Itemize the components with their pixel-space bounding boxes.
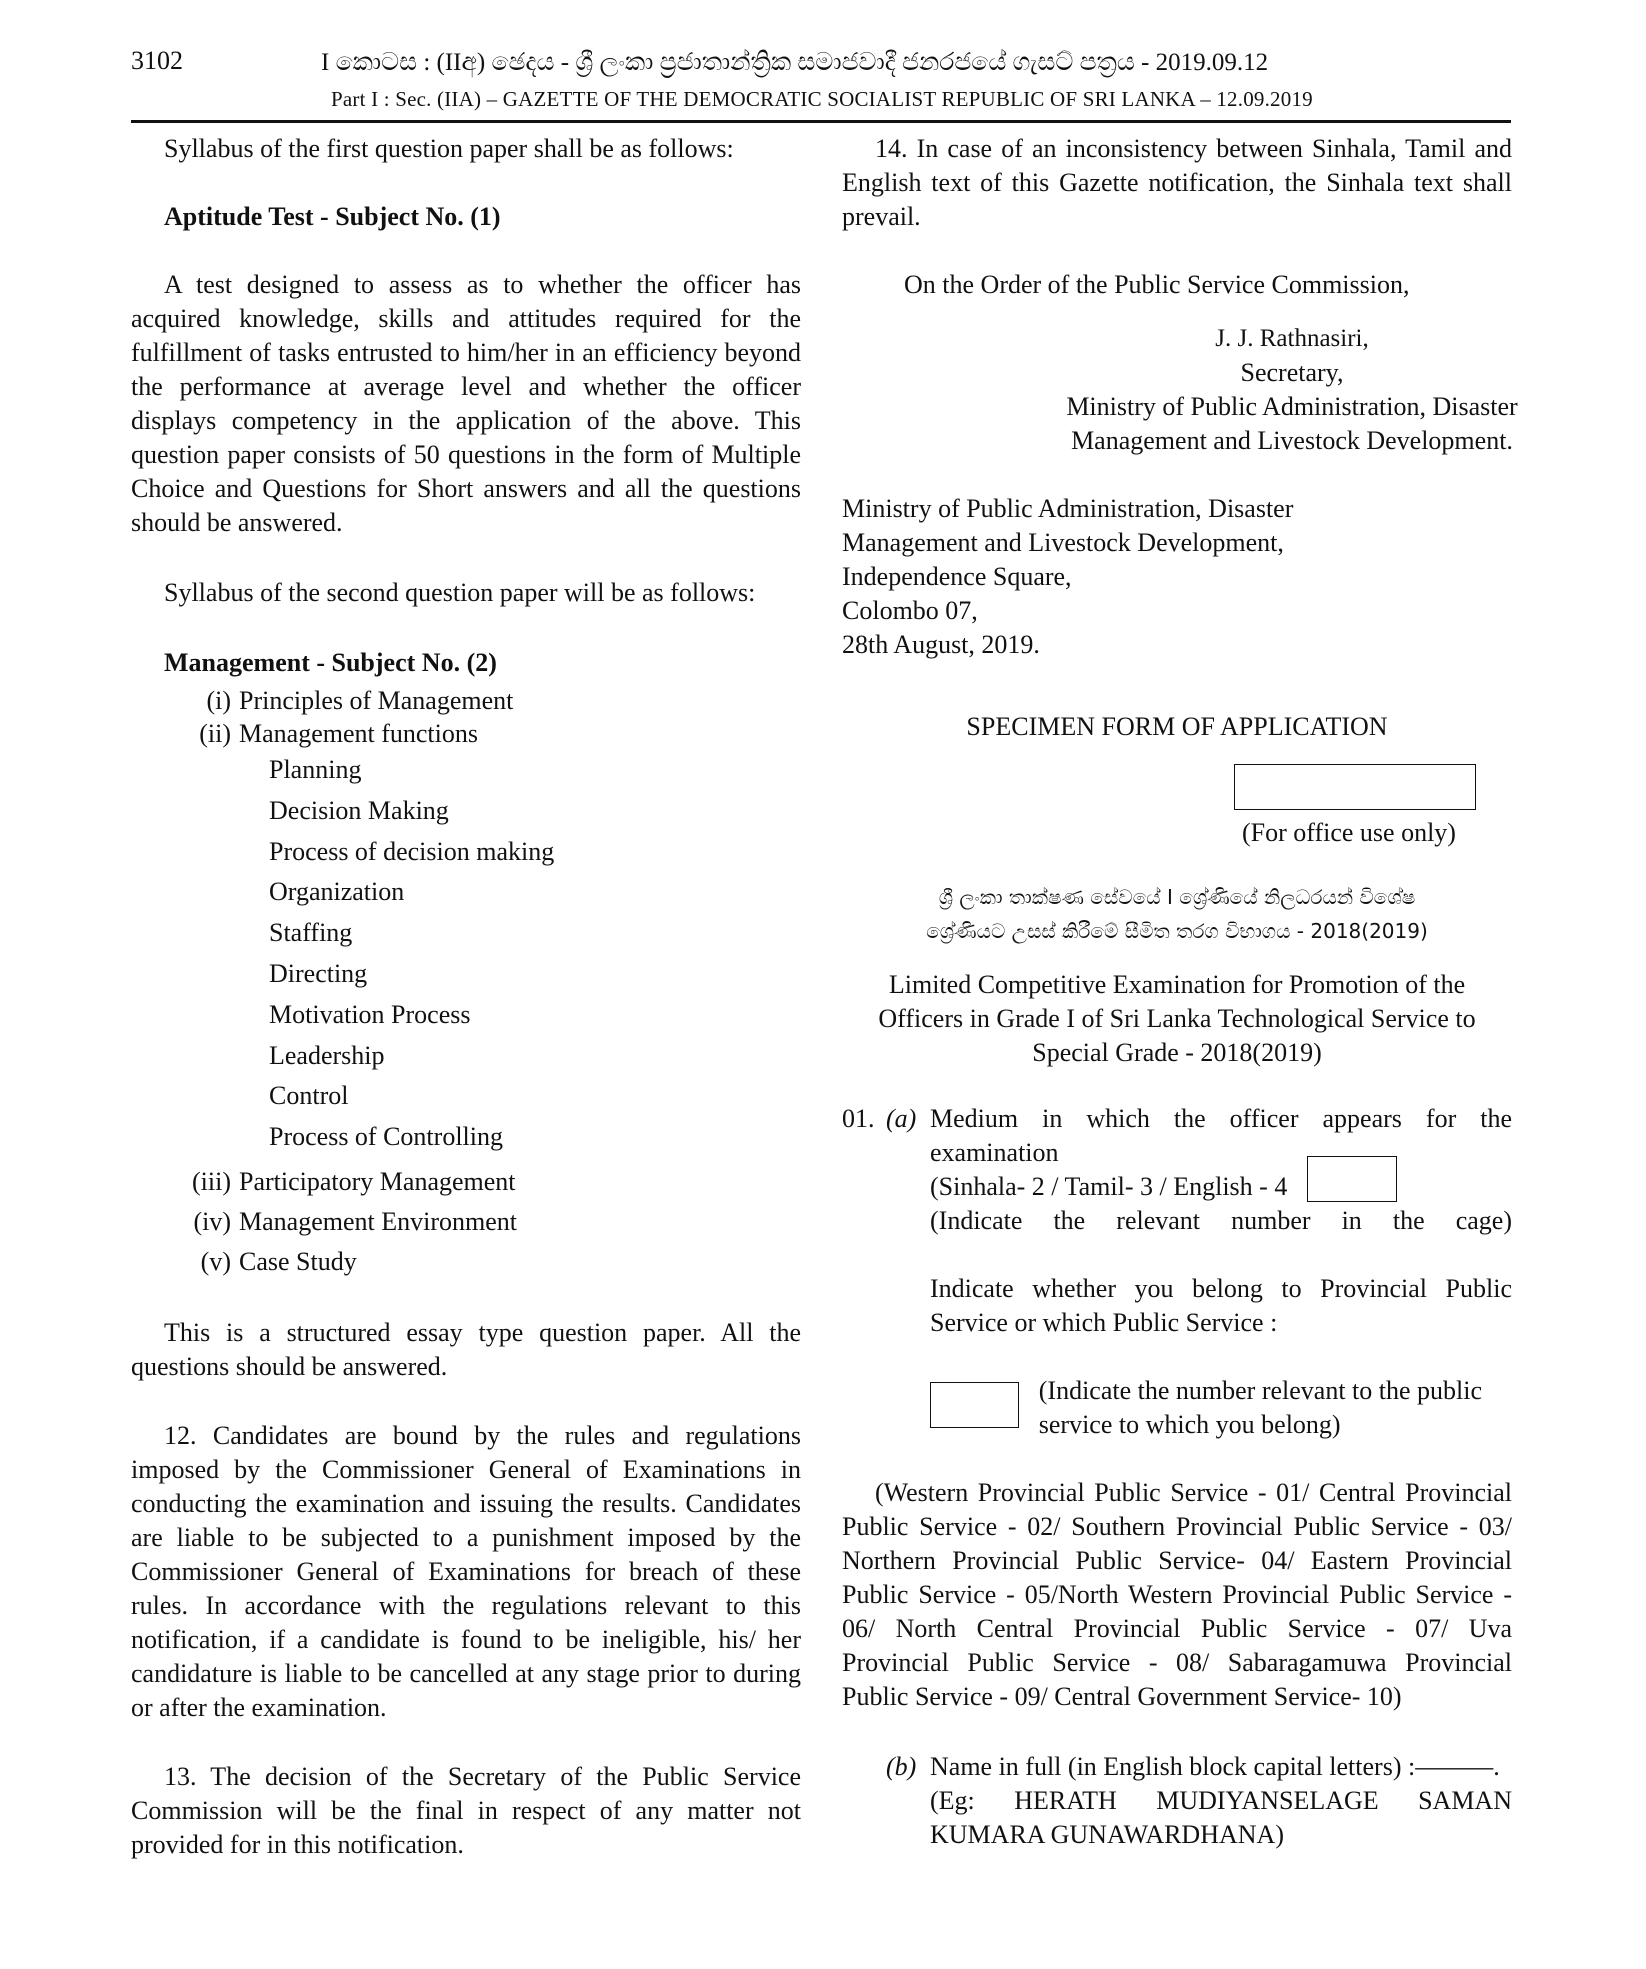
office-use-label: (For office use only) <box>1242 818 1456 847</box>
aptitude-text: A test designed to assess as to whether the officer has acquired knowledge, skills and attitudes required for the fulfillment of tasks entrusted to him/her in an efficiency beyond the performance at average level and whether the officer displays competency in the application of the above. This question paper consists of 50 questions in the form of Multiple Choice and Questions for Short answers and all the questions should be answered. <box>131 270 801 537</box>
list-item: Process of decision making <box>269 836 555 866</box>
list-item: (i) Principles of Management <box>206 686 514 715</box>
management-list <box>131 684 801 750</box>
office-use-box <box>1234 764 1476 810</box>
signatory-name: J. J. Rathnasiri, <box>1215 325 1369 352</box>
header-rule <box>131 120 1511 123</box>
service-number-input-box[interactable] <box>930 1382 1019 1428</box>
q01-belong: Indicate whether you belong to Provincial Public Service or which Public Service : <box>930 1274 1512 1337</box>
paragraph-13: 13. The decision of the Secretary of the Public Service Commission will be the final in respect of any matter not provided for in this notification. <box>131 1761 801 1859</box>
list-item: Process of Controlling <box>269 1122 503 1152</box>
header-sinhala-line: I කොටස : (IIඅ) ඡෙදය - ශ්‍රී ලංකා ප්‍රජාතාන්ත්‍රික සමාජවාදී ජනරජයේ ගැසට් පත්‍රය - 2019.09.12 <box>321 49 1269 76</box>
address-line: Ministry of Public Administration, Disaster <box>842 494 1294 523</box>
left-column <box>131 132 801 1862</box>
right-column <box>842 132 1518 1852</box>
syllabus2-intro: Syllabus of the second question paper will be as follows: <box>164 578 756 607</box>
question-part-label: (a) <box>886 1104 917 1133</box>
q01a-indicate: (Indicate the relevant number in the cage) <box>930 1206 1512 1235</box>
page-number: 3102 <box>131 46 183 75</box>
list-item: Directing <box>269 958 368 988</box>
structured-text: This is a structured essay type question paper. All the questions should be answered. <box>131 1317 801 1381</box>
paragraph-12: 12. Candidates are bound by the rules and regulations imposed by the Commissioner General of Examinations in conducting the examination and issuing the results. Candidates are liable to be subjected to a punishment imposed by the Commissioner General of Examinations for breach of these rules. In accordance with the regulations relevant to this notification, if a candidate is found to be ineligible, his/ her candidature is liable to be cancelled at any stage prior to during or after the examination. <box>131 1420 801 1722</box>
q01a-options: (Sinhala- 2 / Tamil- 3 / English - 4 <box>930 1172 1288 1201</box>
list-item: (iv) Management Environment <box>193 1206 517 1236</box>
paragraph-14: 14. In case of an inconsistency between Sinhala, Tamil and English text of this Gazette notification, the Sinhala text shall prevail. <box>842 134 1512 231</box>
management-list-continued <box>131 1162 801 1282</box>
q01a-text: Medium in which the officer appears for the examination <box>930 1104 1512 1167</box>
exam-title-line-3: Special Grade - 2018(2019) <box>1032 1038 1322 1067</box>
exam-title-line-1: Limited Competitive Examination for Promotion of the <box>888 970 1466 999</box>
signatory-ministry-1: Ministry of Public Administration, Disaster <box>1066 392 1518 421</box>
list-item: Staffing <box>269 918 353 948</box>
signatory-ministry-2: Management and Livestock Development. <box>1071 426 1513 455</box>
list-item: Motivation Process <box>269 999 471 1029</box>
services-list: (Western Provincial Public Service - 01/ Central Provincial Public Service - 02/ Southern Provincial Public Service - 03/ Northern Provincial Public Service- 04/ Eastern Provincial Public Service - 05/North Western Provincial Public Service - 06/ North Central Provincial Public Service - 07/ Uva Provincial Public Service - 08/ Sabaragamuwa Provincial Public Service - 09/ Central Government Service- 10) <box>842 1478 1512 1711</box>
signatory-title: Secretary, <box>1240 358 1344 387</box>
page-header <box>131 38 1511 124</box>
address-line: Independence Square, <box>842 562 1072 591</box>
list-item: Decision Making <box>269 795 449 825</box>
list-item: Organization <box>269 877 405 907</box>
question-part-label: (b) <box>886 1752 917 1781</box>
q01b-example: (Eg: HERATH MUDIYANSELAGE SAMAN KUMARA GUNAWARDHANA) <box>930 1786 1512 1849</box>
list-item: (iii) Participatory Management <box>192 1166 516 1196</box>
medium-input-box[interactable] <box>1307 1156 1397 1202</box>
address-block <box>842 492 1512 662</box>
address-line: Colombo 07, <box>842 596 978 625</box>
list-item: (ii) Management functions <box>199 719 478 748</box>
service-box-text: (Indicate the number relevant to the public service to which you belong) <box>1038 1376 1483 1439</box>
address-date: 28th August, 2019. <box>842 630 1040 659</box>
sinhala-title-line-1: ශ්‍රී ලංකා තාක්ෂණ සේවයේ I ශ්‍රේණියේ නිලධරයන් විශේෂ <box>938 885 1416 909</box>
management-functions-list <box>131 750 801 1158</box>
address-line: Management and Livestock Development, <box>842 528 1284 557</box>
question-number: 01. <box>842 1104 875 1133</box>
sinhala-title-line-2: ශ්‍රේණියට උසස් කිරීමේ සීමිත තරග විභාගය - 2018(2019) <box>926 919 1428 943</box>
syllabus1-intro: Syllabus of the first question paper shall be as follows: <box>164 134 734 163</box>
header-english-line: Part I : Sec. (IIA) – GAZETTE OF THE DEMOCRATIC SOCIALIST REPUBLIC OF SRI LANKA – 12.09.2019 <box>331 87 1313 111</box>
q01b-text: Name in full (in English block capital letters) :———. <box>930 1752 1500 1781</box>
exam-title-line-2: Officers in Grade I of Sri Lanka Technological Service to <box>878 1004 1476 1033</box>
service-number-row <box>842 1374 1512 1442</box>
question-01b <box>842 1750 1512 1852</box>
list-item: Leadership <box>269 1040 385 1070</box>
signature-block <box>1012 322 1572 458</box>
list-item: Control <box>269 1081 349 1111</box>
aptitude-heading: Aptitude Test - Subject No. (1) <box>164 202 501 231</box>
management-heading: Management - Subject No. (2) <box>164 648 497 677</box>
list-item: (v) Case Study <box>200 1246 357 1276</box>
specimen-heading: SPECIMEN FORM OF APPLICATION <box>966 712 1388 741</box>
list-item: Planning <box>269 755 362 784</box>
question-01a <box>842 1102 1512 1340</box>
order-line: On the Order of the Public Service Commission, <box>904 270 1410 299</box>
